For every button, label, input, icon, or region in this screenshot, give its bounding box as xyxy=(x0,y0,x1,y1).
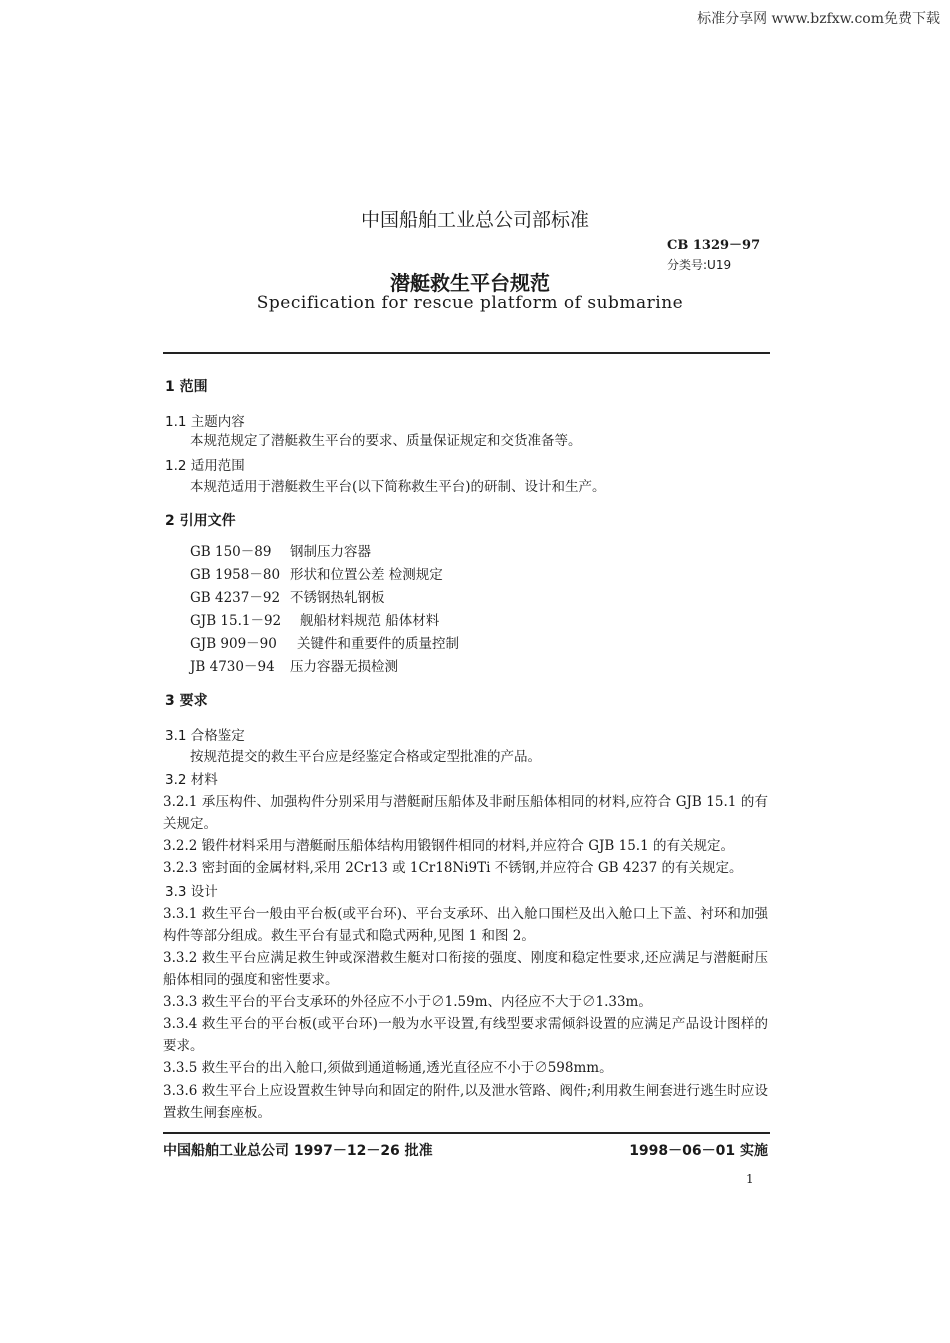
reference-code: GJB 15.1－92 xyxy=(190,613,282,629)
title-english: Specification for rescue platform of submarine xyxy=(256,293,684,313)
approval-line: 中国船舶工业总公司 1997－12－26 批准 xyxy=(163,1143,433,1159)
clause-3-3-4: 3.3.4 救生平台的平台板(或平台环)一般为水平设置,有线型要求需倾斜设置的应满足产品设计图样的要求。 xyxy=(163,1016,768,1054)
clause-3-3-5: 3.3.5 救生平台的出入舱口,须做到通道畅通,透光直径应不小于∅598mm。 xyxy=(163,1060,613,1076)
clause-3-3-2: 3.3.2 救生平台应满足救生钟或深潜救生艇对口衔接的强度、刚度和稳定性要求,还应满足与潜艇耐压船体相同的强度和密性要求。 xyxy=(163,950,768,988)
reference-code: GB 150－89 xyxy=(190,544,272,560)
bottom-divider xyxy=(163,1132,770,1134)
section-1-2-heading: 1.2 适用范围 xyxy=(165,458,245,474)
section-1-1-heading: 1.1 主题内容 xyxy=(165,414,245,430)
section-3-heading: 3 要求 xyxy=(165,693,208,709)
clause-3-3-1: 3.3.1 救生平台一般由平台板(或平台环)、平台支承环、出入舱口围栏及出入舱口上下盖、衬环和加强构件等部分组成。救生平台有显式和隐式两种,见图 1 和图 2。 xyxy=(163,906,768,944)
reference-code: GJB 909－90 xyxy=(190,636,277,652)
section-3-1-heading: 3.1 合格鉴定 xyxy=(165,728,245,744)
section-1-1-text: 本规范规定了潜艇救生平台的要求、质量保证规定和交货准备等。 xyxy=(190,433,582,449)
classification-number: 分类号:U19 xyxy=(667,258,732,272)
reference-name: 不锈钢热轧钢板 xyxy=(290,590,385,606)
reference-name: 压力容器无损检测 xyxy=(290,659,398,675)
reference-name: 舰船材料规范 船体材料 xyxy=(300,613,440,629)
reference-name: 关键件和重要件的质量控制 xyxy=(297,636,459,652)
reference-name: 形状和位置公差 检测规定 xyxy=(290,567,443,583)
clause-3-2-3: 3.2.3 密封面的金属材料,采用 2Cr13 或 1Cr18Ni9Ti 不锈钢,并应符合 GB 4237 的有关规定。 xyxy=(163,860,743,876)
clause-3-3-3: 3.3.3 救生平台的平台支承环的外径应不小于∅1.59m、内径应不大于∅1.33m。 xyxy=(163,994,652,1010)
reference-name: 钢制压力容器 xyxy=(290,544,371,560)
standard-code: CB 1329－97 xyxy=(667,238,761,253)
effective-date: 1998－06－01 实施 xyxy=(629,1143,768,1159)
issuing-organization: 中国船舶工业总公司部标准 xyxy=(360,209,589,231)
reference-code: GB 4237－92 xyxy=(190,590,281,606)
section-1-2-text: 本规范适用于潜艇救生平台(以下简称救生平台)的研制、设计和生产。 xyxy=(190,479,606,495)
section-3-2-heading: 3.2 材料 xyxy=(165,772,218,788)
reference-code: GB 1958－80 xyxy=(190,567,281,583)
clause-3-2-2: 3.2.2 锻件材料采用与潜艇耐压船体结构用锻钢件相同的材料,并应符合 GJB 15.1 的有关规定。 xyxy=(163,838,734,854)
title-chinese: 潜艇救生平台规范 xyxy=(390,271,550,295)
page-number: 1 xyxy=(746,1172,754,1186)
section-3-1-text: 按规范提交的救生平台应是经鉴定合格或定型批准的产品。 xyxy=(190,749,541,765)
reference-code: JB 4730－94 xyxy=(190,659,275,675)
clause-3-2-1: 3.2.1 承压构件、加强构件分别采用与潜艇耐压船体及非耐压船体相同的材料,应符合 GJB 15.1 的有关规定。 xyxy=(163,794,768,832)
clause-3-3-6: 3.3.6 救生平台上应设置救生钟导向和固定的附件,以及泄水管路、阀件;利用救生闸套进行逃生时应设置救生闸套座板。 xyxy=(163,1083,768,1121)
top-divider xyxy=(163,352,770,354)
section-2-heading: 2 引用文件 xyxy=(165,513,236,529)
section-1-heading: 1 范围 xyxy=(165,379,208,395)
watermark-text: 标准分享网 www.bzfxw.com免费下载 xyxy=(697,11,940,27)
section-3-3-heading: 3.3 设计 xyxy=(165,884,218,900)
